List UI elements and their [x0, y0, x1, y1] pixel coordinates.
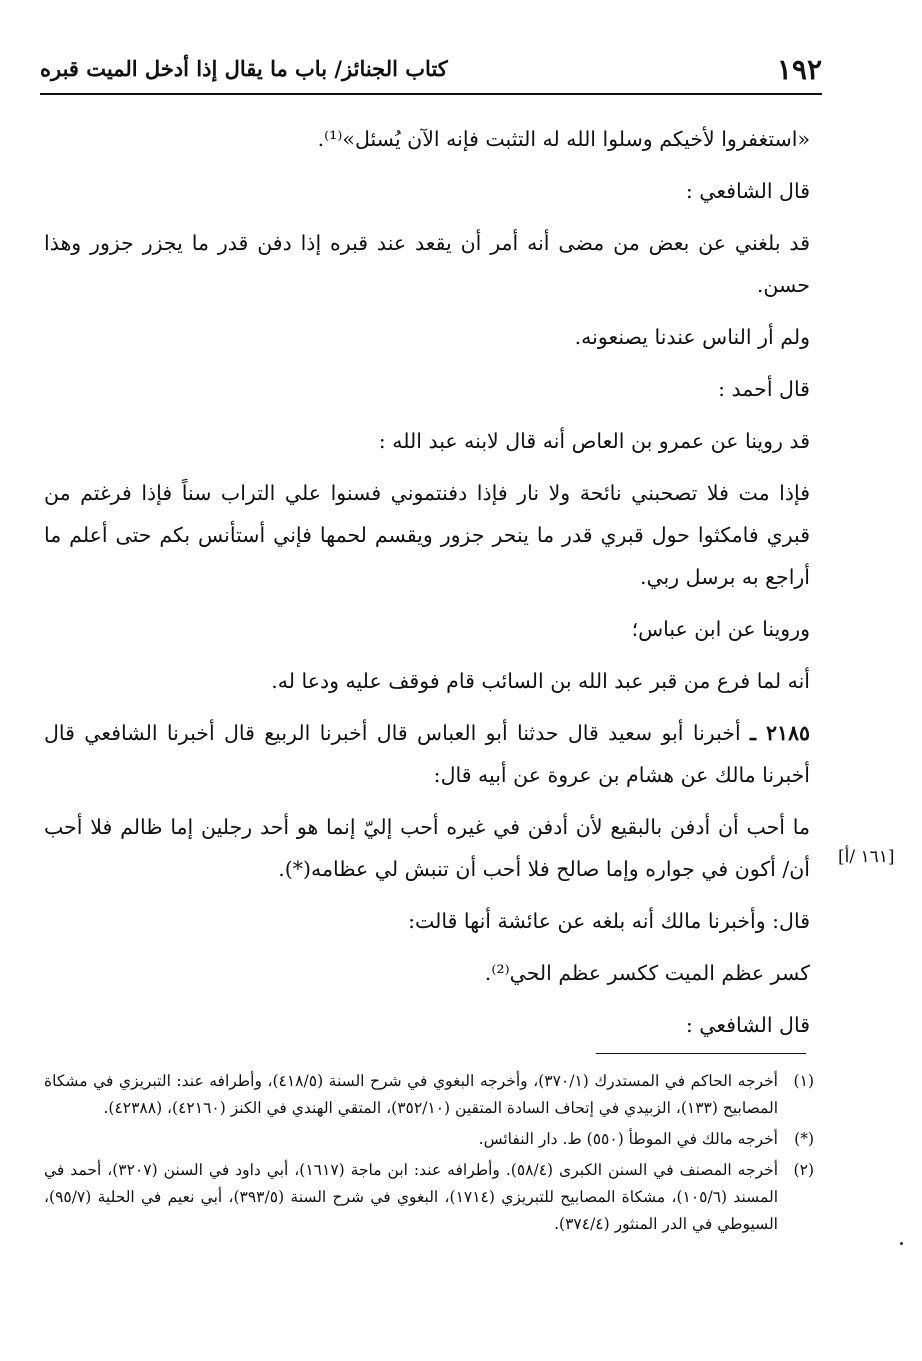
text-paragraph: قد بلغني عن بعض من مضى أنه أمر أن يقعد عند قبره إذا دفن قدر ما يجزر جزور وهذا حسن. — [44, 231, 810, 297]
main-text — [44, 118, 810, 1056]
text-paragraph: قال: وأخبرنا مالك أنه بلغه عن عائشة أنها قالت: — [408, 909, 810, 933]
footnote-text: أخرجه الحاكم في المستدرك (٣٧٠/١)، وأخرجه البغوي في شرح السنة (٤١٨/٥)، وأطرافه عند: التبريزي في مشكاة المصابيح (١٣٣)، الزبيدي في إتحاف السادة المتقين (٣٥٢/١٠)، المتقي الهندي في الكنز (٤٢١٦٠)، (٤٢٣٨٨). — [44, 1072, 778, 1117]
text-paragraph: وروينا عن ابن عباس؛ — [631, 617, 810, 641]
hadith-quote: كسر عظم الميت ككسر عظم الحي⁽²⁾. — [484, 961, 810, 985]
speaker-line: قال الشافعي : — [685, 1013, 810, 1037]
footnote-divider — [596, 1053, 806, 1054]
hadith-quote: «استغفروا لأخيكم وسلوا الله له التثبت فإنه الآن يُسئل»⁽¹⁾. — [317, 127, 810, 151]
text-paragraph: فإذا مت فلا تصحبني نائحة ولا نار فإذا دفنتموني فسنوا علي التراب سناً فإذا فرغتم من قبري فامكثوا حول قبري قدر ما ينحر جزور ويقسم لحمها فإني أستأنس بكم حتى أعلم ما أراجع به برسل ربي. — [44, 481, 810, 589]
manuscript-folio-note: [١٦١ /أ] — [838, 847, 895, 867]
text-paragraph: أنه لما فرع من قبر عبد الله بن السائب قام فوقف عليه ودعا له. — [271, 669, 810, 693]
numbered-hadith — [44, 712, 810, 796]
footnote-text: أخرجه مالك في الموطأ (٥٥٠) ط. دار النفائس. — [478, 1130, 778, 1148]
text-paragraph: ولم أر الناس عندنا يصنعونه. — [574, 325, 810, 349]
footnote-mark: (١) — [793, 1072, 814, 1090]
hadith-chain: أخبرنا أبو سعيد قال حدثنا أبو العباس قال أخبرنا الربيع قال أخبرنا الشافعي قال أخبرنا مالك عن هشام بن عروة عن أبيه قال: — [44, 721, 810, 787]
text-paragraph: ما أحب أن أدفن بالبقيع لأن أدفن في غيره أحب إليّ إنما هو أحد رجلين إما ظالم فلا أحب أن/ أكون في جواره وإما صالح فلا أحب أن تنبش لي عظامه(*). — [44, 815, 810, 881]
footnote-mark: (٢) — [793, 1161, 814, 1179]
speaker-line: قال أحمد : — [718, 377, 810, 401]
page-header — [40, 50, 822, 92]
hadith-number: ٢١٨٥ ـ — [749, 721, 810, 745]
footnote — [44, 1157, 814, 1238]
running-title: كتاب الجنائز/ باب ما يقال إذا أدخل الميت قبره — [40, 56, 448, 81]
text-paragraph: قد روينا عن عمرو بن العاص أنه قال لابنه عبد الله : — [378, 429, 810, 453]
scan-speck — [900, 1242, 903, 1245]
footnote-text: أخرجه المصنف في السنن الكبرى (٥٨/٤). وأطرافه عند: ابن ماجة (١٦١٧)، أبي داود في السنن (٣٢٠٧)، أحمد في المسند (١٠٥/٦)، مشكاة المصابيح للتبريزي (١٧١٤)، البغوي في شرح السنة (٣٩٣/٥)، أبي نعيم في الحلية (٩٥/٧)، السيوطي في الدر المنثور (٣٧٤/٤). — [44, 1161, 779, 1233]
footnote — [44, 1068, 814, 1122]
footnotes — [44, 1068, 814, 1242]
speaker-line: قال الشافعي : — [685, 179, 810, 203]
page-number: ١٩٢ — [776, 53, 822, 86]
footnote-mark: (*) — [794, 1130, 814, 1148]
header-divider — [40, 93, 822, 95]
footnote — [44, 1126, 814, 1153]
